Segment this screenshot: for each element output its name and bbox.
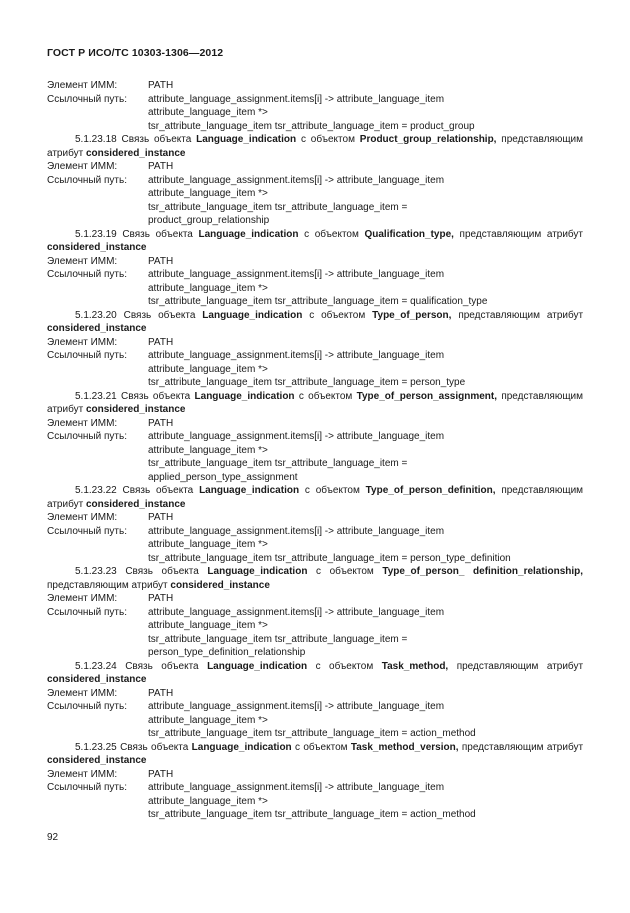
attribute-name: considered_instance — [47, 755, 147, 766]
target-entity-name: Type_of_person_definition, — [365, 485, 496, 496]
path-line: tsr_attribute_language_item tsr_attribute_language_item = product_group — [148, 120, 475, 132]
target-entity-name: Product_group_relationship, — [359, 134, 497, 145]
path-line: attribute_language_assignment.items[i] -> attribute_language_item — [148, 701, 445, 712]
section-mid-text: с объектом — [304, 228, 359, 240]
path-line: tsr_attribute_language_item tsr_attribute_language_item = — [148, 458, 408, 469]
path-line: attribute_language_item *> — [148, 107, 268, 118]
element-row — [47, 255, 583, 269]
section-number: 5.1.23.25 — [75, 741, 117, 753]
path-line: attribute_language_assignment.items[i] -> attribute_language_item — [148, 525, 445, 537]
target-entity-name: Qualification_type, — [364, 228, 454, 240]
top-entry — [47, 79, 583, 133]
path-line: attribute_language_assignment.items[i] -> attribute_language_item — [148, 269, 445, 280]
section-post-text: представляющим атрибут — [47, 485, 584, 510]
path-label: Ссылочный путь: — [47, 93, 127, 105]
section-post-text: представляющим атрибут — [47, 390, 584, 415]
path-line: attribute_language_assignment.items[i] -> attribute_language_item — [148, 606, 445, 618]
section — [47, 660, 583, 741]
attribute-name: considered_instance — [85, 147, 186, 159]
section — [47, 484, 583, 565]
attribute-name: considered_instance — [47, 674, 147, 685]
section-mid-text: с объектом — [295, 741, 348, 753]
element-value: PATH — [148, 80, 174, 91]
document-body — [47, 79, 583, 822]
section-mid-text: с объектом — [309, 309, 366, 321]
entity-name: Language_indication — [194, 390, 295, 402]
element-label: Элемент ИММ: — [47, 417, 118, 429]
section — [47, 741, 583, 822]
element-value: PATH — [148, 593, 174, 604]
section-pre-text: Связь объекта — [122, 485, 194, 496]
path-row — [47, 700, 583, 714]
section-heading — [47, 741, 583, 768]
section — [47, 565, 583, 660]
path-row — [47, 430, 583, 444]
section-heading — [47, 133, 583, 160]
section-heading — [47, 228, 583, 255]
section-pre-text: Связь объекта — [123, 309, 196, 321]
section-post-text: представляющим атрибут — [47, 579, 168, 591]
path-label: Ссылочный путь: — [47, 606, 127, 618]
section-pre-text: Связь объекта — [121, 390, 191, 402]
element-value: PATH — [148, 161, 174, 172]
section-heading — [47, 390, 583, 417]
entity-name: Language_indication — [207, 660, 308, 672]
path-line: attribute_language_item *> — [148, 795, 268, 807]
section-number: 5.1.23.22 — [75, 485, 117, 496]
section — [47, 309, 583, 390]
element-row — [47, 79, 583, 93]
path-line: attribute_language_item *> — [148, 282, 268, 294]
path-row — [47, 349, 583, 363]
path-row — [47, 174, 583, 188]
section-pre-text: Связь объекта — [122, 228, 193, 240]
path-row — [47, 268, 583, 282]
target-entity-name: Type_of_person, — [372, 309, 452, 321]
path-label: Ссылочный путь: — [47, 174, 127, 186]
path-line: tsr_attribute_language_item tsr_attribute_language_item = action_method — [148, 728, 476, 739]
section-mid-text: с объектом — [315, 660, 374, 672]
section-mid-text: с объектом — [300, 134, 355, 145]
section-post-text: представляющим атрибут — [47, 134, 584, 159]
section-mid-text: с объектом — [298, 390, 353, 402]
entity-name: Language_indication — [196, 134, 297, 145]
element-label: Элемент ИММ: — [47, 255, 118, 267]
path-line: tsr_attribute_language_item tsr_attribute_language_item = — [148, 201, 408, 213]
path-line: tsr_attribute_language_item tsr_attribute_language_item = qualification_type — [148, 296, 488, 307]
element-row — [47, 336, 583, 350]
element-label: Элемент ИММ: — [47, 512, 118, 523]
attribute-name: considered_instance — [47, 242, 147, 253]
section — [47, 390, 583, 485]
path-label: Ссылочный путь: — [47, 701, 127, 712]
attribute-name: considered_instance — [47, 323, 147, 334]
section-number: 5.1.23.18 — [75, 134, 117, 145]
section-number: 5.1.23.19 — [75, 228, 117, 240]
element-row — [47, 768, 583, 782]
element-label: Элемент ИММ: — [47, 687, 118, 699]
section-mid-text: с объектом — [316, 566, 374, 577]
element-row — [47, 592, 583, 606]
path-line: attribute_language_item *> — [148, 714, 268, 726]
section — [47, 228, 583, 309]
target-entity-name: Type_of_person_ definition_relationship, — [382, 566, 584, 577]
element-row — [47, 511, 583, 525]
element-label: Элемент ИММ: — [47, 593, 118, 604]
path-line: attribute_language_assignment.items[i] -> attribute_language_item — [148, 431, 445, 442]
target-entity-name: Task_method, — [381, 660, 449, 672]
element-row — [47, 160, 583, 174]
path-line: attribute_language_item *> — [148, 620, 268, 631]
element-value: PATH — [148, 417, 174, 429]
section-pre-text: Связь объекта — [121, 134, 192, 145]
section-heading — [47, 565, 583, 592]
path-line: attribute_language_assignment.items[i] -> attribute_language_item — [148, 93, 445, 105]
element-label: Элемент ИММ: — [47, 768, 118, 780]
target-entity-name: Type_of_person_assignment, — [356, 390, 498, 402]
section-pre-text: Связь объекта — [120, 741, 189, 753]
section-heading — [47, 309, 583, 336]
path-line: tsr_attribute_language_item tsr_attribute_language_item = person_type — [148, 377, 466, 388]
path-line: attribute_language_item *> — [148, 188, 268, 199]
element-value: PATH — [148, 512, 174, 523]
element-label: Элемент ИММ: — [47, 80, 118, 91]
entity-name: Language_indication — [199, 485, 300, 496]
element-value: PATH — [148, 255, 174, 267]
path-row — [47, 606, 583, 620]
section-number: 5.1.23.21 — [75, 390, 117, 402]
path-label: Ссылочный путь: — [47, 431, 127, 442]
section-post-text: представляющим атрибут — [456, 660, 584, 672]
sections-list — [47, 133, 583, 822]
path-line: attribute_language_assignment.items[i] -> attribute_language_item — [148, 782, 445, 793]
section-heading — [47, 660, 583, 687]
path-line: tsr_attribute_language_item tsr_attribute_language_item = action_method — [148, 809, 476, 820]
section — [47, 133, 583, 228]
path-row — [47, 781, 583, 795]
section-mid-text: с объектом — [304, 485, 360, 496]
path-line: attribute_language_assignment.items[i] -> attribute_language_item — [148, 174, 445, 186]
section-number: 5.1.23.20 — [75, 309, 117, 321]
path-line: attribute_language_item *> — [148, 444, 268, 456]
path-line: tsr_attribute_language_item tsr_attribute_language_item = person_type_definition — [148, 552, 511, 564]
path-line: attribute_language_item *> — [148, 539, 268, 550]
path-line: tsr_attribute_language_item tsr_attribute_language_item = — [148, 633, 408, 645]
element-row — [47, 417, 583, 431]
attribute-name: considered_instance — [85, 498, 186, 510]
path-line: product_group_relationship — [148, 215, 270, 226]
attribute-name: considered_instance — [85, 404, 186, 415]
path-line: applied_person_type_assignment — [148, 471, 298, 483]
section-number: 5.1.23.24 — [75, 660, 117, 672]
section-heading — [47, 484, 583, 511]
section-post-text: представляющим атрибут — [461, 741, 584, 753]
element-value: PATH — [148, 768, 174, 780]
section-number: 5.1.23.23 — [75, 566, 117, 577]
path-line: attribute_language_item *> — [148, 363, 268, 375]
path-label: Ссылочный путь: — [47, 782, 127, 793]
element-row — [47, 687, 583, 701]
path-line: person_type_definition_relationship — [148, 647, 306, 658]
section-post-text: представляющим атрибут — [458, 309, 584, 321]
element-value: PATH — [148, 336, 174, 348]
element-value: PATH — [148, 687, 174, 699]
element-label: Элемент ИММ: — [47, 161, 118, 172]
entity-name: Language_indication — [202, 309, 303, 321]
section-pre-text: Связь объекта — [125, 566, 199, 577]
attribute-name: considered_instance — [170, 579, 270, 591]
path-label: Ссылочный путь: — [47, 269, 127, 280]
entity-name: Language_indication — [191, 741, 292, 753]
path-line: attribute_language_assignment.items[i] -> attribute_language_item — [148, 350, 445, 361]
element-label: Элемент ИММ: — [47, 336, 118, 348]
entity-name: Language_indication — [198, 228, 299, 240]
section-post-text: представляющим атрибут — [459, 228, 584, 240]
entity-name: Language_indication — [207, 566, 308, 577]
document-header: ГОСТ Р ИСО/ТС 10303-1306—2012 — [47, 47, 224, 59]
path-label: Ссылочный путь: — [47, 525, 127, 537]
path-row — [47, 93, 583, 107]
path-label: Ссылочный путь: — [47, 350, 127, 361]
path-row — [47, 525, 583, 539]
section-pre-text: Связь объекта — [125, 660, 199, 672]
page-number: 92 — [47, 832, 59, 843]
target-entity-name: Task_method_version, — [350, 741, 459, 753]
